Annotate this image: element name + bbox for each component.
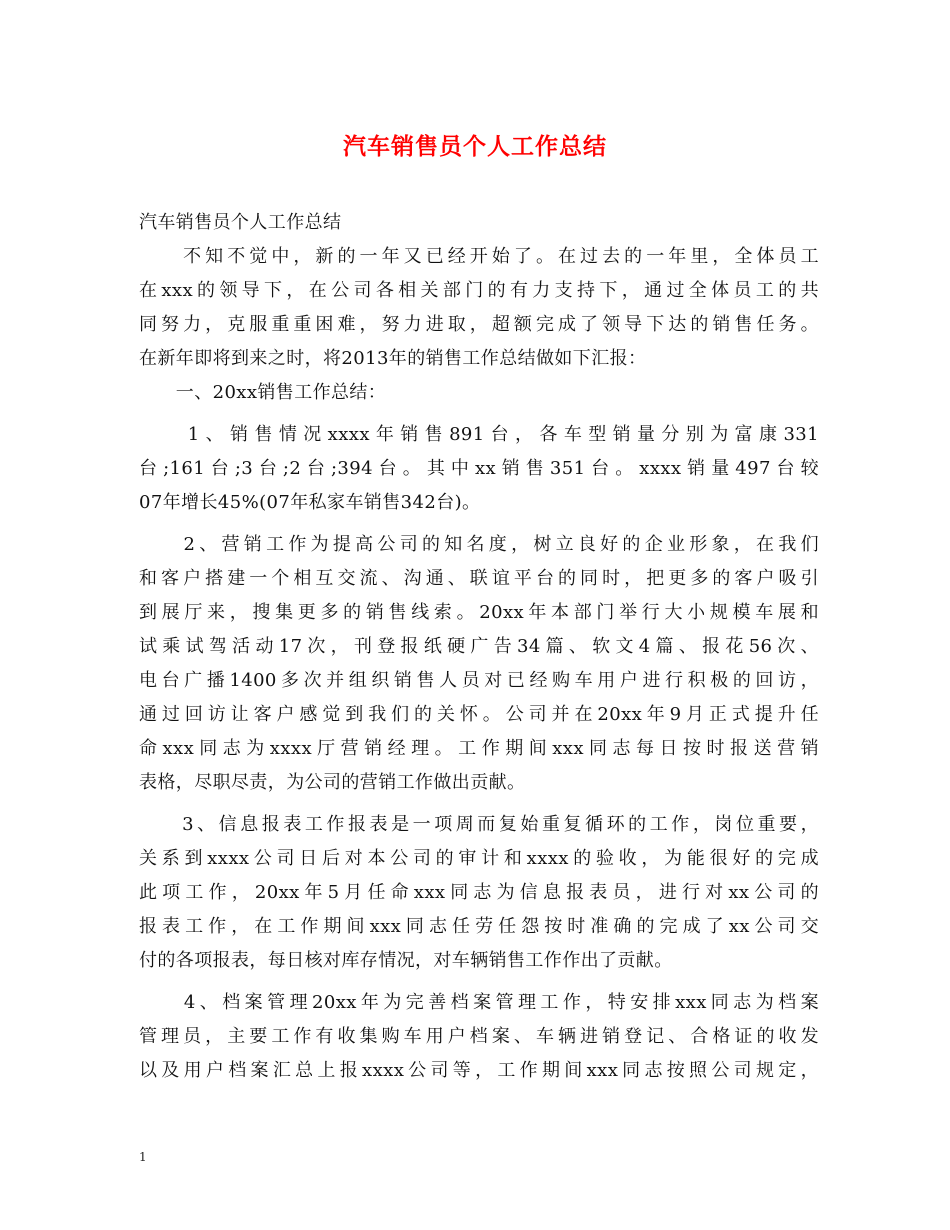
body-line: 2、营销工作为提高公司的知名度，树立良好的企业形象，在我们 (139, 534, 819, 555)
body-line: 和客户搭建一个相互交流、沟通、联谊平台的同时，把更多的客户吸引 (139, 568, 819, 589)
body-line: 试乘试驾活动17次，刊登报纸硬广告34篇、软文4篇、报花56次、 (139, 636, 819, 657)
body-line: 通过回访让客户感觉到我们的关怀。公司并在20xx年9月正式提升任 (139, 704, 819, 725)
body-line: 管理员，主要工作有收集购车用户档案、车辆进销登记、合格证的收发 (139, 1026, 819, 1047)
body-line: 此项工作，20xx年5月任命xxx同志为信息报表员，进行对xx公司的 (139, 882, 819, 903)
body-line: 07年增长45%(07年私家车销售342台)。 (139, 492, 481, 513)
body-line: 电台广播1400多次并组织销售人员对已经购车用户进行积极的回访， (139, 670, 819, 691)
body-line: 3、信息报表工作报表是一项周而复始重复循环的工作，岗位重要， (139, 814, 819, 835)
body-line: 以及用户档案汇总上报xxxx公司等，工作期间xxx同志按照公司规定， (139, 1060, 819, 1081)
body-line: 命xxx同志为xxxx厅营销经理。工作期间xxx同志每日按时报送营销 (139, 738, 819, 759)
body-line: 在新年即将到来之时，将2013年的销售工作总结做如下汇报： (139, 348, 647, 369)
body-line: 付的各项报表，每日核对库存情况，对车辆销售工作作出了贡献。 (139, 950, 673, 971)
body-line: 汽车销售员个人工作总结 (139, 212, 342, 233)
body-line: 到展厅来，搜集更多的销售线索。20xx年本部门举行大小规模车展和 (139, 602, 819, 623)
body-line: 报表工作，在工作期间xxx同志任劳任怨按时准确的完成了xx公司交 (139, 916, 819, 937)
body-line: 同努力，克服重重困难，努力进取，超额完成了领导下达的销售任务。 (139, 314, 819, 335)
body-line: 在xxx的领导下，在公司各相关部门的有力支持下，通过全体员工的共 (139, 280, 819, 301)
body-line: 表格，尽职尽责，为公司的营销工作做出贡献。 (139, 772, 526, 793)
document-title: 汽车销售员个人工作总结 (343, 133, 607, 160)
body-line: 台;161台;3台;2台;394台。其中xx销售351台。xxxx销量497台较 (139, 458, 819, 479)
body-line: 1、销售情况xxxx年销售891台，各车型销量分别为富康331 (139, 424, 819, 445)
body-line: 关系到xxxx公司日后对本公司的审计和xxxx的验收，为能很好的完成 (139, 848, 819, 869)
page-number: 1 (139, 1150, 147, 1164)
body-line: 4、档案管理20xx年为完善档案管理工作，特安排xxx同志为档案 (139, 992, 819, 1013)
body-line: 一、20xx销售工作总结： (139, 382, 387, 403)
body-line: 不知不觉中，新的一年又已经开始了。在过去的一年里，全体员工 (139, 246, 819, 267)
